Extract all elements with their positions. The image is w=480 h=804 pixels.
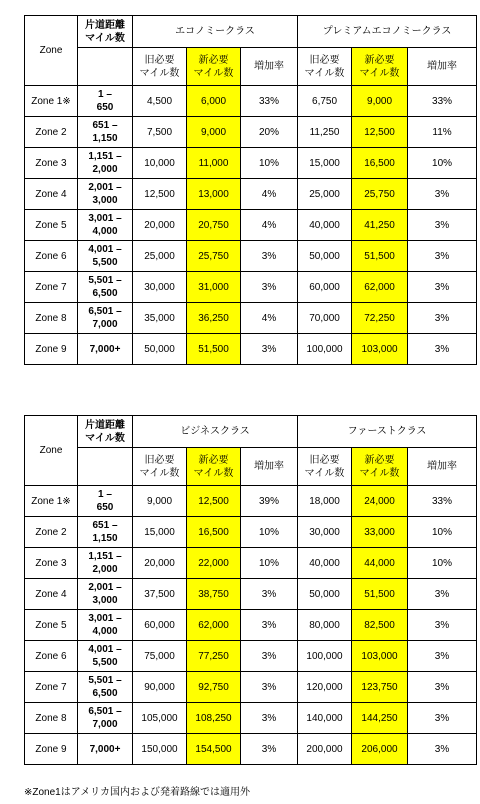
increase-rate-cell: 3%: [408, 672, 477, 703]
old-miles-cell: 75,000: [133, 641, 187, 672]
distance-cell: 1 – 650: [78, 86, 133, 117]
increase-rate-cell: 3%: [241, 334, 298, 365]
increase-rate-cell: 3%: [408, 303, 477, 334]
increase-rate-cell: 10%: [241, 548, 298, 579]
increase-rate-cell: 10%: [408, 548, 477, 579]
old-miles-cell: 30,000: [298, 517, 352, 548]
new-miles-cell: 154,500: [187, 734, 241, 765]
new-miles-cell: 51,500: [187, 334, 241, 365]
increase-rate-cell: 10%: [408, 517, 477, 548]
new-miles-cell: 103,000: [352, 334, 408, 365]
increase-rate-header: 増加率: [241, 448, 298, 486]
increase-rate-cell: 3%: [241, 641, 298, 672]
table-header-row: [25, 416, 477, 448]
increase-rate-cell: 4%: [241, 179, 298, 210]
zone-cell: Zone 7: [25, 672, 78, 703]
increase-rate-cell: 3%: [241, 703, 298, 734]
increase-rate-cell: 10%: [241, 148, 298, 179]
increase-rate-cell: 3%: [408, 272, 477, 303]
old-miles-cell: 4,500: [133, 86, 187, 117]
zone-header: Zone: [25, 416, 78, 486]
old-miles-cell: 50,000: [133, 334, 187, 365]
old-miles-cell: 60,000: [133, 610, 187, 641]
table-row: [25, 579, 477, 610]
increase-rate-cell: 3%: [241, 241, 298, 272]
old-miles-cell: 15,000: [133, 517, 187, 548]
distance-cell: 6,501 – 7,000: [78, 703, 133, 734]
distance-cell: 7,000+: [78, 734, 133, 765]
new-miles-cell: 62,000: [352, 272, 408, 303]
new-miles-cell: 36,250: [187, 303, 241, 334]
old-miles-cell: 12,500: [133, 179, 187, 210]
distance-cell: 4,001 – 5,500: [78, 641, 133, 672]
zone-cell: Zone 8: [25, 703, 78, 734]
old-miles-cell: 15,000: [298, 148, 352, 179]
new-miles-header: 新必要 マイル数: [187, 48, 241, 86]
increase-rate-cell: 3%: [408, 579, 477, 610]
new-miles-header: 新必要 マイル数: [352, 448, 408, 486]
old-miles-cell: 35,000: [133, 303, 187, 334]
new-miles-cell: 22,000: [187, 548, 241, 579]
new-miles-cell: 51,500: [352, 579, 408, 610]
old-miles-cell: 100,000: [298, 641, 352, 672]
table-row: [25, 517, 477, 548]
increase-rate-cell: 33%: [408, 486, 477, 517]
table-row: [25, 610, 477, 641]
new-miles-cell: 144,250: [352, 703, 408, 734]
increase-rate-cell: 3%: [241, 272, 298, 303]
zone-cell: Zone 4: [25, 579, 78, 610]
new-miles-cell: 41,250: [352, 210, 408, 241]
old-miles-header: 旧必要 マイル数: [298, 448, 352, 486]
increase-rate-header: 増加率: [408, 48, 477, 86]
increase-rate-header: 増加率: [241, 48, 298, 86]
increase-rate-cell: 10%: [408, 148, 477, 179]
table-subheader-row: [25, 448, 477, 486]
increase-rate-cell: 20%: [241, 117, 298, 148]
table-row: [25, 148, 477, 179]
increase-rate-cell: 3%: [408, 734, 477, 765]
zone-cell: Zone 5: [25, 210, 78, 241]
new-miles-cell: 25,750: [352, 179, 408, 210]
increase-rate-cell: 4%: [241, 210, 298, 241]
distance-cell: 1,151 – 2,000: [78, 148, 133, 179]
old-miles-cell: 140,000: [298, 703, 352, 734]
increase-rate-cell: 3%: [408, 241, 477, 272]
old-miles-cell: 37,500: [133, 579, 187, 610]
zone-cell: Zone 5: [25, 610, 78, 641]
zone-cell: Zone 1※: [25, 86, 78, 117]
new-miles-cell: 44,000: [352, 548, 408, 579]
distance-cell: 2,001 – 3,000: [78, 579, 133, 610]
new-miles-cell: 6,000: [187, 86, 241, 117]
new-miles-cell: 12,500: [187, 486, 241, 517]
new-miles-cell: 103,000: [352, 641, 408, 672]
table-row: [25, 210, 477, 241]
new-miles-cell: 51,500: [352, 241, 408, 272]
old-miles-cell: 25,000: [133, 241, 187, 272]
zone-cell: Zone 6: [25, 641, 78, 672]
table-row: [25, 486, 477, 517]
new-miles-cell: 12,500: [352, 117, 408, 148]
old-miles-cell: 20,000: [133, 210, 187, 241]
increase-rate-cell: 3%: [408, 610, 477, 641]
distance-cell: 1 – 650: [78, 486, 133, 517]
old-miles-cell: 25,000: [298, 179, 352, 210]
distance-cell: 1,151 – 2,000: [78, 548, 133, 579]
old-miles-cell: 50,000: [298, 241, 352, 272]
increase-rate-cell: 3%: [408, 703, 477, 734]
increase-rate-cell: 3%: [241, 672, 298, 703]
old-miles-cell: 9,000: [133, 486, 187, 517]
increase-rate-cell: 3%: [241, 734, 298, 765]
old-miles-cell: 150,000: [133, 734, 187, 765]
zone-cell: Zone 3: [25, 548, 78, 579]
table-row: [25, 703, 477, 734]
distance-header: 片道距離 マイル数: [78, 16, 133, 48]
old-miles-cell: 200,000: [298, 734, 352, 765]
zone-cell: Zone 3: [25, 148, 78, 179]
table-row: [25, 86, 477, 117]
increase-rate-header: 増加率: [408, 448, 477, 486]
class-header-first: ファーストクラス: [298, 416, 477, 448]
table-row: [25, 303, 477, 334]
old-miles-cell: 7,500: [133, 117, 187, 148]
table-row: [25, 734, 477, 765]
new-miles-cell: 82,500: [352, 610, 408, 641]
old-miles-cell: 10,000: [133, 148, 187, 179]
increase-rate-cell: 3%: [408, 210, 477, 241]
old-miles-header: 旧必要 マイル数: [298, 48, 352, 86]
distance-cell: 651 – 1,150: [78, 117, 133, 148]
old-miles-header: 旧必要 マイル数: [133, 448, 187, 486]
new-miles-cell: 11,000: [187, 148, 241, 179]
table-row: [25, 179, 477, 210]
distance-cell: 5,501 – 6,500: [78, 672, 133, 703]
new-miles-cell: 33,000: [352, 517, 408, 548]
new-miles-cell: 24,000: [352, 486, 408, 517]
increase-rate-cell: 3%: [408, 641, 477, 672]
increase-rate-cell: 33%: [408, 86, 477, 117]
increase-rate-cell: 10%: [241, 517, 298, 548]
zone-cell: Zone 9: [25, 334, 78, 365]
table-row: [25, 641, 477, 672]
empty-cell: [78, 448, 133, 486]
increase-rate-cell: 4%: [241, 303, 298, 334]
empty-cell: [78, 48, 133, 86]
zone-cell: Zone 2: [25, 517, 78, 548]
new-miles-cell: 16,500: [187, 517, 241, 548]
class-header-economy: エコノミークラス: [133, 16, 298, 48]
distance-cell: 6,501 – 7,000: [78, 303, 133, 334]
new-miles-cell: 123,750: [352, 672, 408, 703]
new-miles-cell: 38,750: [187, 579, 241, 610]
table-header-row: [25, 16, 477, 48]
zone-cell: Zone 8: [25, 303, 78, 334]
zone-cell: Zone 9: [25, 734, 78, 765]
old-miles-cell: 100,000: [298, 334, 352, 365]
award-chart-table-economy: [24, 15, 477, 365]
new-miles-cell: 62,000: [187, 610, 241, 641]
zone-cell: Zone 7: [25, 272, 78, 303]
old-miles-cell: 70,000: [298, 303, 352, 334]
new-miles-cell: 31,000: [187, 272, 241, 303]
class-header-premium-economy: プレミアムエコノミークラス: [298, 16, 477, 48]
increase-rate-cell: 3%: [408, 179, 477, 210]
old-miles-cell: 6,750: [298, 86, 352, 117]
old-miles-cell: 40,000: [298, 210, 352, 241]
new-miles-cell: 72,250: [352, 303, 408, 334]
distance-header: 片道距離 マイル数: [78, 416, 133, 448]
distance-cell: 5,501 – 6,500: [78, 272, 133, 303]
new-miles-cell: 20,750: [187, 210, 241, 241]
new-miles-cell: 13,000: [187, 179, 241, 210]
table-row: [25, 272, 477, 303]
table-row: [25, 117, 477, 148]
zone-cell: Zone 4: [25, 179, 78, 210]
new-miles-cell: 92,750: [187, 672, 241, 703]
old-miles-cell: 30,000: [133, 272, 187, 303]
table-subheader-row: [25, 48, 477, 86]
increase-rate-cell: 39%: [241, 486, 298, 517]
old-miles-cell: 120,000: [298, 672, 352, 703]
increase-rate-cell: 3%: [408, 334, 477, 365]
distance-cell: 3,001 – 4,000: [78, 210, 133, 241]
footnote: ※Zone1はアメリカ国内および発着路線では適用外: [24, 787, 251, 798]
table-row: [25, 672, 477, 703]
old-miles-cell: 20,000: [133, 548, 187, 579]
zone-cell: Zone 6: [25, 241, 78, 272]
old-miles-header: 旧必要 マイル数: [133, 48, 187, 86]
award-chart-table-business: [24, 415, 477, 765]
old-miles-cell: 80,000: [298, 610, 352, 641]
zone-cell: Zone 1※: [25, 486, 78, 517]
increase-rate-cell: 3%: [241, 610, 298, 641]
distance-cell: 4,001 – 5,500: [78, 241, 133, 272]
new-miles-header: 新必要 マイル数: [187, 448, 241, 486]
new-miles-header: 新必要 マイル数: [352, 48, 408, 86]
increase-rate-cell: 33%: [241, 86, 298, 117]
old-miles-cell: 90,000: [133, 672, 187, 703]
old-miles-cell: 105,000: [133, 703, 187, 734]
new-miles-cell: 16,500: [352, 148, 408, 179]
new-miles-cell: 77,250: [187, 641, 241, 672]
table-row: [25, 241, 477, 272]
old-miles-cell: 50,000: [298, 579, 352, 610]
table-row: [25, 334, 477, 365]
old-miles-cell: 18,000: [298, 486, 352, 517]
new-miles-cell: 108,250: [187, 703, 241, 734]
increase-rate-cell: 3%: [241, 579, 298, 610]
table-row: [25, 548, 477, 579]
old-miles-cell: 11,250: [298, 117, 352, 148]
class-header-business: ビジネスクラス: [133, 416, 298, 448]
old-miles-cell: 60,000: [298, 272, 352, 303]
distance-cell: 3,001 – 4,000: [78, 610, 133, 641]
increase-rate-cell: 11%: [408, 117, 477, 148]
zone-cell: Zone 2: [25, 117, 78, 148]
distance-cell: 651 – 1,150: [78, 517, 133, 548]
old-miles-cell: 40,000: [298, 548, 352, 579]
new-miles-cell: 25,750: [187, 241, 241, 272]
new-miles-cell: 9,000: [352, 86, 408, 117]
zone-header: Zone: [25, 16, 78, 86]
new-miles-cell: 9,000: [187, 117, 241, 148]
distance-cell: 7,000+: [78, 334, 133, 365]
distance-cell: 2,001 – 3,000: [78, 179, 133, 210]
new-miles-cell: 206,000: [352, 734, 408, 765]
